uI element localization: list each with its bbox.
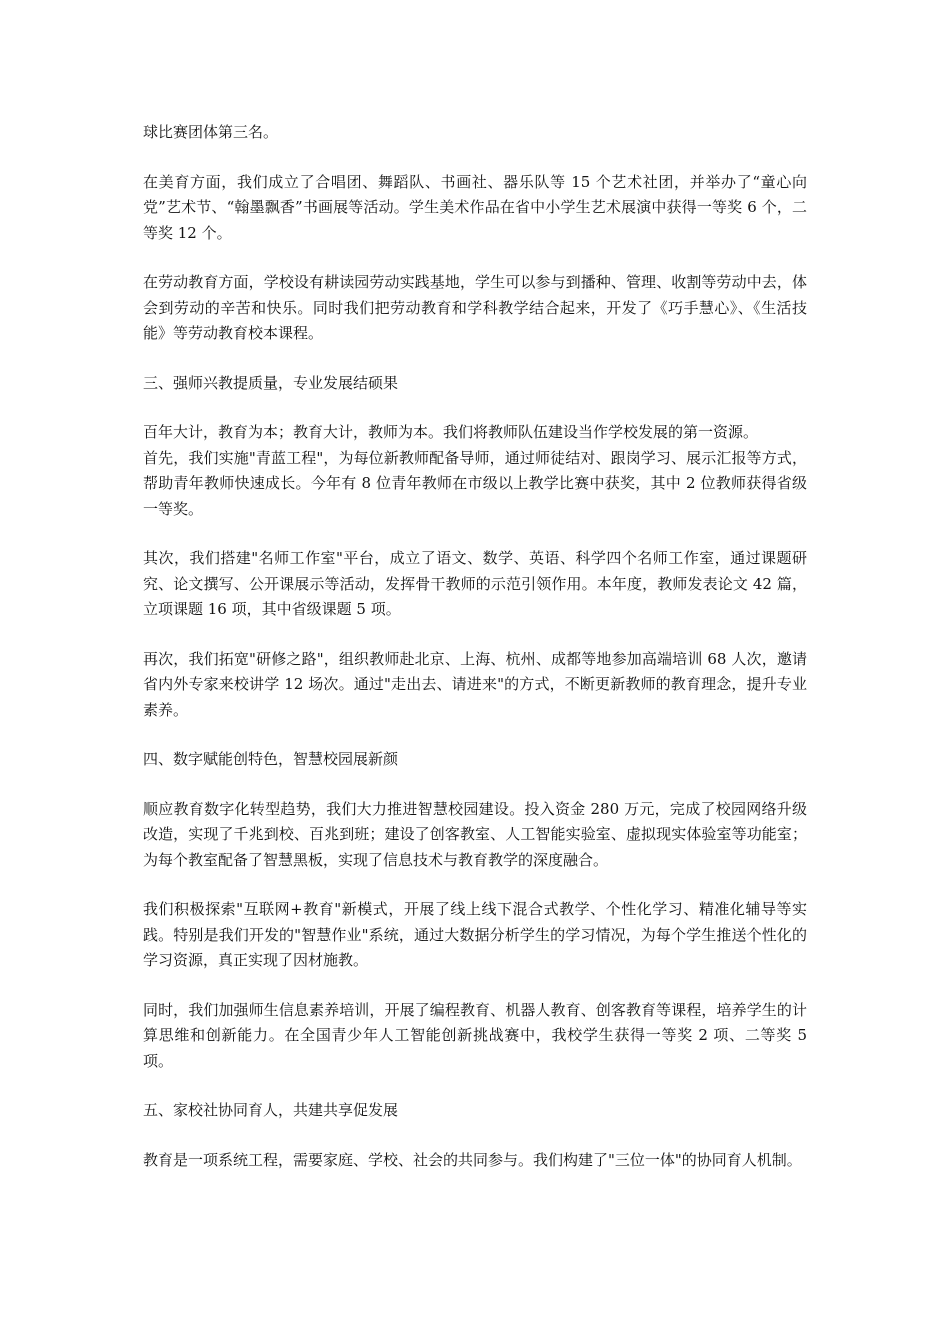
paragraph: 在美育方面，我们成立了合唱团、舞蹈队、书画社、器乐队等 15 个艺术社团，并举办了“童心向党”艺术节、“翰墨飘香”书画展等活动。学生美术作品在省中小学生艺术展演中获得一等奖 6 个，二等奖 12 个。	[143, 172, 807, 242]
section-heading: 三、强师兴教提质量，专业发展结硕果	[143, 373, 399, 392]
document-page	[143, 120, 807, 1197]
paragraph: 首先，我们实施"青蓝工程"，为每位新教师配备导师，通过师徒结对、跟岗学习、展示汇报等方式，帮助青年教师快速成长。今年有 8 位青年教师在市级以上教学比赛中获奖，其中 2 位教师获得省级一等奖。	[143, 448, 807, 518]
paragraph: 同时，我们加强师生信息素养培训，开展了编程教育、机器人教育、创客教育等课程，培养学生的计算思维和创新能力。在全国青少年人工智能创新挑战赛中，我校学生获得一等奖 2 项、二等奖 5 项。	[143, 1000, 807, 1070]
paragraph: 百年大计，教育为本；教育大计，教师为本。我们将教师队伍建设当作学校发展的第一资源。	[143, 423, 759, 441]
paragraph: 我们积极探索"互联网+教育"新模式，开展了线上线下混合式教学、个性化学习、精准化辅导等实践。特别是我们开发的"智慧作业"系统，通过大数据分析学生的学习情况，为每个学生推送个性化的学习资源，真正实现了因材施教。	[143, 900, 807, 969]
paragraph: 再次，我们拓宽"研修之路"，组织教师赴北京、上海、杭州、成都等地参加高端培训 68 人次，邀请省内外专家来校讲学 12 场次。通过"走出去、请进来"的方式，不断更新教师的教育理念，提升专业素养。	[143, 649, 807, 719]
paragraph: 顺应教育数字化转型趋势，我们大力推进智慧校园建设。投入资金 280 万元，完成了校园网络升级改造，实现了千兆到校、百兆到班；建设了创客教室、人工智能实验室、虚拟现实体验室等功能室；为每个教室配备了智慧黑板，实现了信息技术与教育教学的深度融合。	[143, 799, 807, 869]
section-heading: 四、数字赋能创特色，智慧校园展新颜	[143, 750, 399, 768]
section-heading: 五、家校社协同育人，共建共享促发展	[143, 1101, 399, 1119]
paragraph: 教育是一项系统工程，需要家庭、学校、社会的共同参与。我们构建了"三位一体"的协同育人机制。	[143, 1150, 802, 1169]
paragraph: 球比赛团体第三名。	[143, 123, 279, 141]
paragraph: 其次，我们搭建"名师工作室"平台，成立了语文、数学、英语、科学四个名师工作室，通过课题研究、论文撰写、公开课展示等活动，发挥骨干教师的示范引领作用。本年度，教师发表论文 42 篇，立项课题 16 项，其中省级课题 5 项。	[143, 549, 807, 618]
paragraph: 在劳动教育方面，学校设有耕读园劳动实践基地，学生可以参与到播种、管理、收割等劳动中去，体会到劳动的辛苦和快乐。同时我们把劳动教育和学科教学结合起来，开发了《巧手慧心》、《生活技能》等劳动教育校本课程。	[143, 273, 807, 342]
